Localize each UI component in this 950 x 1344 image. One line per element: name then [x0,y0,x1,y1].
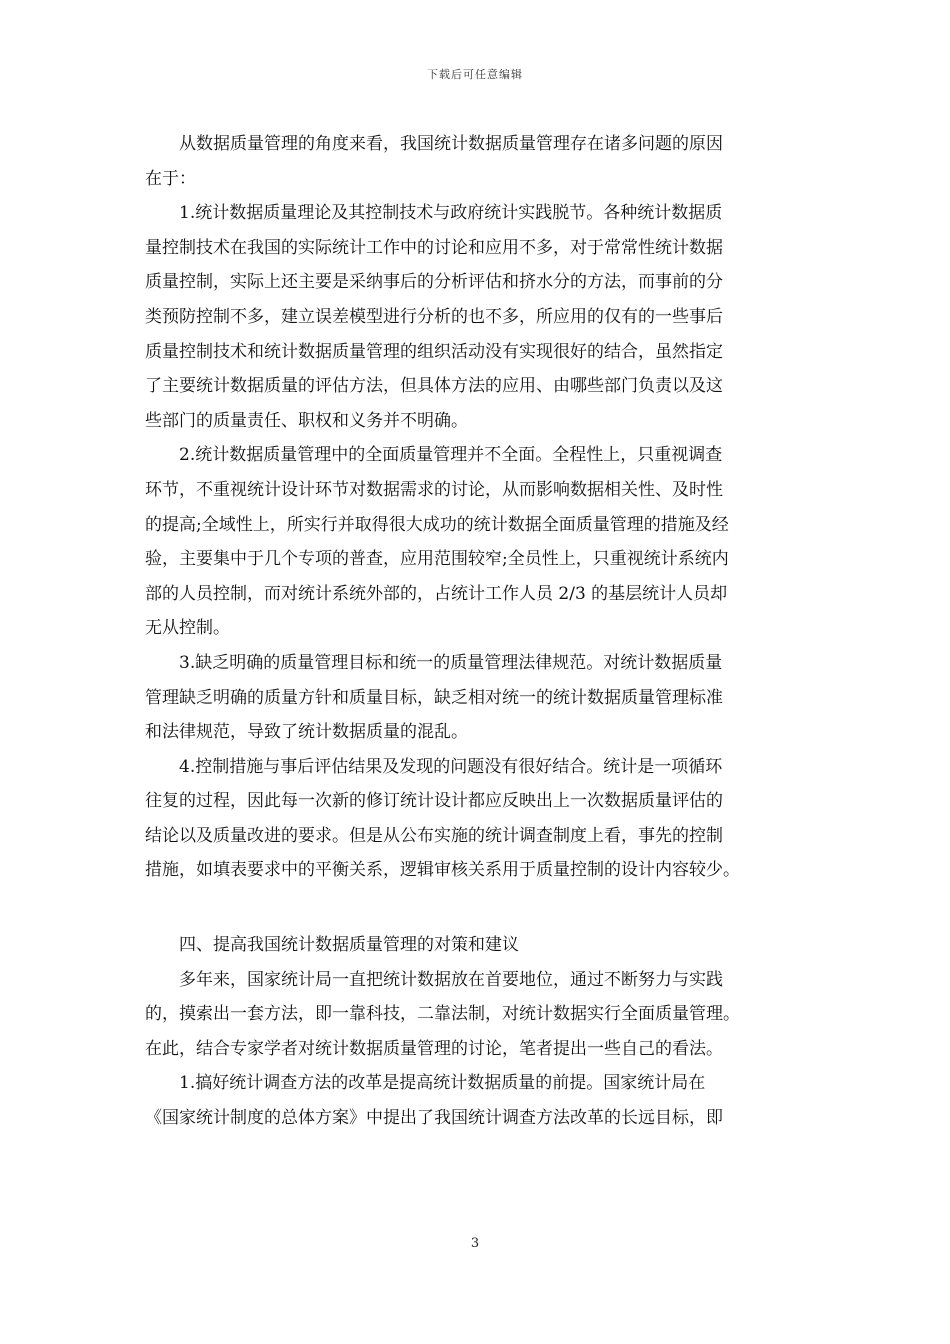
text-line: 结论以及质量改进的要求。但是从公布实施的统计调查制度上看，事先的控制 [145,825,723,846]
text-line: 2.统计数据质量管理中的全面质量管理并不全面。全程性上，只重视调查 [145,445,723,466]
text-line: 在此，结合专家学者对统计数据质量管理的讨论，笔者提出一些自己的看法。 [145,1038,723,1059]
text-line: 无从控制。 [145,618,230,639]
text-line: 环节，不重视统计设计环节对数据需求的讨论，从而影响数据相关性、及时性 [145,479,723,500]
text-line: 量控制技术在我国的实际统计工作中的讨论和应用不多，对于常常性统计数据 [145,237,723,258]
text-line: 3.缺乏明确的质量管理目标和统一的质量管理法律规范。对统计数据质量 [145,652,723,673]
text-line: 质量控制，实际上还主要是采纳事后的分析评估和挤水分的方法，而事前的分 [145,272,723,293]
text-line: 1.搞好统计调查方法的改革是提高统计数据质量的前提。国家统计局在 [145,1073,706,1094]
text-line: 多年来，国家统计局一直把统计数据放在首要地位，通过不断努力与实践 [145,969,723,990]
text-line: 措施，如填表要求中的平衡关系，逻辑审核关系用于质量控制的设计内容较少。 [145,860,740,881]
text-line: 部的人员控制，而对统计系统外部的，占统计工作人员 2/3 的基层统计人员却 [145,583,728,604]
text-line: 些部门的质量责任、职权和义务并不明确。 [145,410,468,431]
page-number: 3 [470,1236,480,1251]
text-line: 的提高;全域性上，所实行并取得很大成功的统计数据全面质量管理的措施及经 [145,514,729,535]
text-line: 了主要统计数据质量的评估方法，但具体方法的应用、由哪些部门负责以及这 [145,376,723,397]
text-line: 往复的过程，因此每一次新的修订统计设计都应反映出上一次数据质量评估的 [145,791,723,812]
section-heading: 四、提高我国统计数据质量管理的对策和建议 [145,935,519,956]
text-line: 质量控制技术和统计数据质量管理的组织活动没有实现很好的结合，虽然指定 [145,341,723,362]
page-header: 下载后可任意编辑 [427,68,523,81]
text-line: 1.统计数据质量理论及其控制技术与政府统计实践脱节。各种统计数据质 [145,203,723,224]
text-line: 的，摸索出一套方法，即一靠科技，二靠法制，对统计数据实行全面质量管理。 [145,1004,740,1025]
text-line: 和法律规范，导致了统计数据质量的混乱。 [145,722,468,743]
document-body [145,127,810,1136]
text-line: 管理缺乏明确的质量方针和质量目标，缺乏相对统一的统计数据质量管理标准 [145,687,723,708]
text-line: 在于： [145,168,196,189]
text-line: 4.控制措施与事后评估结果及发现的问题没有很好结合。统计是一项循环 [145,756,723,777]
body-section-recommendations [145,928,810,1136]
text-line: 《国家统计制度的总体方案》中提出了我国统计调查方法改革的长远目标，即 [145,1108,723,1129]
section-gap [145,888,810,928]
text-line: 从数据质量管理的角度来看，我国统计数据质量管理存在诸多问题的原因 [145,134,723,154]
text-line: 类预防控制不多，建立误差模型进行分析的也不多，所应用的仅有的一些事后 [145,306,723,327]
body-section-causes [145,127,810,888]
text-line: 验，主要集中于几个专项的普查，应用范围较窄;全员性上，只重视统计系统内 [145,549,729,570]
